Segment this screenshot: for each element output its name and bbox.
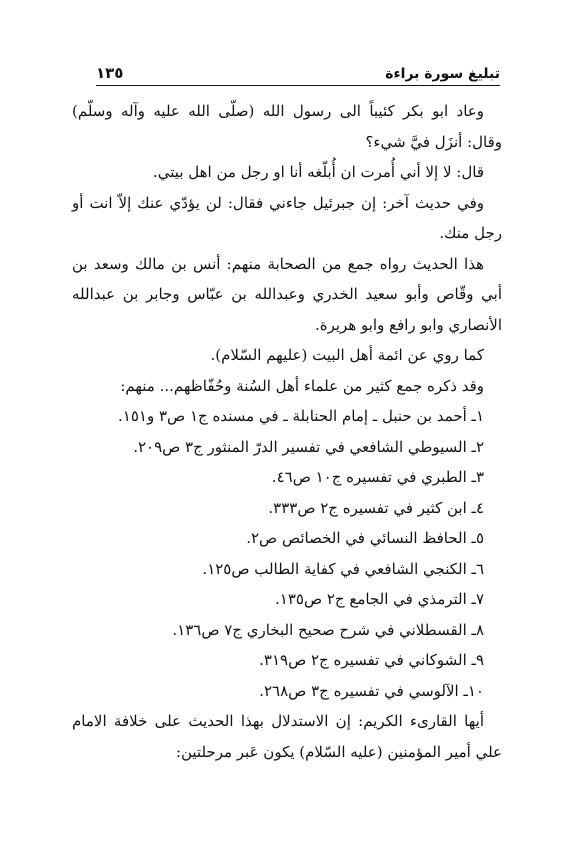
page-number: ١٣٥ <box>96 64 124 82</box>
source-item: ٢ـ السيوطي الشافعي في تفسير الدرّ المنثور ج٣ ص٢٠٩. <box>133 437 484 456</box>
running-title: تبليغ سورة براءة <box>385 66 500 82</box>
source-item: ٤ـ ابن كثير في تفسيره ج٢ ص٣٣٣. <box>268 498 484 517</box>
source-item: ١ـ أحمد بن حنبل ـ إمام الحنابلة ـ في مسنده ج١ ص٣ و١٥١. <box>118 407 484 425</box>
source-item: ٧ـ الترمذي في الجامع ج٢ ص١٣٥. <box>274 590 484 608</box>
page-header <box>96 62 500 86</box>
paragraph-reader-address: أيها القارىء الكريم: إن الاستدلال بهذا الحديث على خلافة الامام علي أمير المؤمنين (عليه السّلام) يكون عَبر مرحلتين: <box>72 712 502 761</box>
paragraph-jibril-hadith: وفي حديث آخر: إن جبرئيل جاءني فقال: لن يؤدّي عنك إلاّ انت أو رجل منك. <box>72 193 502 242</box>
source-item: ١٠ـ الآلوسي في تفسيره ج٣ ص٢٦٨. <box>259 681 484 700</box>
source-item: ٣ـ الطبري في تفسيره ج١٠ ص٤٦. <box>271 468 484 486</box>
source-item: ٩ـ الشوكاني في تفسيره ج٢ ص٣١٩. <box>259 651 484 669</box>
paragraph-sunni-scholars: وقد ذكره جمع كثير من علماء أهل السُنة وحُفّاظهم... منهم: <box>120 376 484 395</box>
source-item: ٦ـ الكنجي الشافعي في كفاية الطالب ص١٢٥. <box>202 559 484 578</box>
source-item: ٥ـ الحافظ النسائي في الخصائص ص٢. <box>246 529 484 547</box>
source-list <box>72 401 502 706</box>
text-body <box>72 96 502 767</box>
paragraph-prophet-reply: قال: لا إلا أني أُمرت ان أُبلّغه أنا او رجل من اهل بيتي. <box>153 163 484 181</box>
paragraph-companion-narrators: هذا الحديث رواه جمع من الصحابة منهم: أنس بن مالك وسعد بن أبي وقّاص وأبو سعيد الخدري وعبدالله بن عبّاس وجابر بن عبدالله الأنصاري وابو رافع وابو هريرة. <box>72 254 502 334</box>
paragraph-abu-bakr-return: وعاد ابو بكر كئيباً الى رسول الله (صلّى الله عليه وآله وسلّم) وقال: أنزَل فيَّ شيء؟ <box>72 102 502 151</box>
paragraph-ahl-al-bayt: كما روي عن ائمة أهل البيت (عليهم السّلام). <box>210 346 484 364</box>
source-item: ٨ـ القسطلاني في شرح صحيح البخاري ج٧ ص١٣٦. <box>172 620 484 639</box>
